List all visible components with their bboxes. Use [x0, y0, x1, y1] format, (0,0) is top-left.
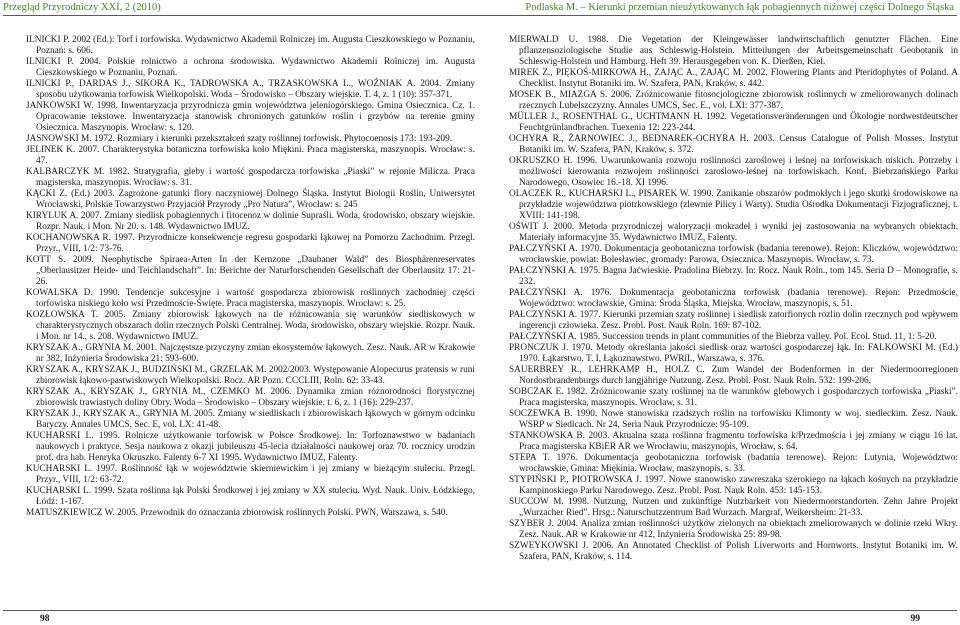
reference-entry: KRYSZAK A., KRYSZAK J., GRYNIA M., CZEMKO M. 2006. Dynamika zmian różnorodności florystycznej zbiorowisk trawiastych doliny Obry. Woda – Środowisko – Obszary wiejskie. t. 6, z. 1 (16): 229-237.	[26, 387, 475, 408]
reference-entry: SOCZEWKA B. 1990. Nowe stanowiska rzadszych roślin na torfowisku Klimonty w woj. siedleckim. Zesz. Nauk. WSRP w Siedlcach. Nr 24, Seria Nauk Przyrodnicze: 95-109.	[509, 409, 958, 430]
reference-entry: KUCHARSKI L. 1997. Roślinność łąk w województwie skierniewickim i jej zmiany w bieżącym stuleciu. Przegl. Przyr., VIII, 1/2: 63-72.	[26, 464, 475, 485]
reference-entry: KRYSZAK A., KRYSZAK J., BUDZIŃSKI M., GRZELAK M. 2002/2003. Występowanie Alopecurus pratensis w runi zbiorowisk łąkowo-pastwiskowych Wielkopolski. Rocz. AR Pozn. CCCLIII, Roln. 62: 33-43.	[26, 365, 475, 386]
reference-entry: OŚWIT J. 2000. Metoda przyrodniczej waloryzacji mokradeł i wyniki jej zastosowania na wybranych obiektach. Materiały informacyjne 35. Wydawnictwo IMUZ, Falenty.	[509, 222, 958, 243]
reference-entry: MATUSZKIEWICZ W. 2005. Przewodnik do oznaczania zbiorowisk roślinnych Polski. PWN, Warszawa, s. 540.	[26, 508, 448, 518]
reference-entry: ILNICKI P., DARDAS J., SIKORA K., TADROWSKA A., TRZASKOWSKA L., WOŹNIAK A. 2004. Zmiany sposobu użytkowania torfowisk Wielkopolski. Woda – Środowisko – Obszary wiejskie. T. 4, z. 1 (10): 357-371.	[26, 79, 475, 100]
reference-entry: KOCHANOWSKA R. 1997. Przyrodnicze konsekwencje regresu gospodarki łąkowej na Pomorzu Zachodnim. Przegl. Przyr., VIII, 1/2: 73-76.	[26, 233, 475, 254]
header-divider	[3, 15, 957, 16]
reference-entry: KĄCKI Z. (Ed.) 2003. Zagrożone gatunki flory naczyniowej Dolnego Śląska. Instytut Biologii Roślin, Uniwersytet Wrocławski, Polskie Towarzystwo Przyjaciół Przyrody „Pro Natura”, Wrocław: s. 245	[26, 189, 475, 210]
reference-entry: KIRYLUK A. 2007. Zmiany siedlisk pobagiennych i fitocenoz w dolinie Supraśli. Woda, środowisko, obszary wiejskie. Rozpr. Nauk. i Mon. Nr 20. s. 148. Wydawnictwo IMUZ.	[26, 211, 475, 232]
reference-entry: PAŁCZYŃSKI A. 1976. Dokumentacja geobotaniczna torfowisk (badania terenowe). Rejon: Przedmoście, Województwo: wrocławskie, Gmina: Środa Śląska, Miejska. Wrocław, maszynopis, s. 51.	[509, 288, 958, 309]
reference-entry: OLACZEK R., KUCHARSKI L., PISAREK W. 1990. Zanikanie obszarów podmokłych i jego skutki środowiskowe na przykładzie województwa piotrkowskiego (zlewnie Pilicy i Warty). Studia Ośrodka Dokumentacji Fizjograficznej, t. XVIII: 141-198.	[509, 189, 958, 221]
reference-entry: PAŁCZYŃSKI A. 1975. Bagna Jaćwieskie. Pradolina Biebrzy. In: Rocz. Nauk Roln., tom 145. Seria D – Monografie, s. 232.	[509, 266, 958, 287]
reference-entry: JASNOWSKI M. 1972. Rozmiary i kierunki przekształceń szaty roślinnej torfowisk. Phytocoenosis 173: 193-209.	[26, 134, 453, 144]
reference-entry: STEPA T. 1976. Dokumentacja geobotaniczna torfowisk (badania terenowe). Rejon: Lutynia, Województwo: wrocławskie, Gmina: Miękinia. Wrocław, maszynopis, s. 33.	[509, 453, 958, 474]
page-number-left: 98	[40, 614, 50, 624]
reference-entry: KOTT S. 2009. Neophytische Spiraea-Arten In der Kernzone „Daubaner Wald” des Biosphärenreservates „Oberlausitzer Heide- und Teichlandschaft”. In: Berichte der Naturforschenden Gesellschaft der Oberlausitz 17: 21-26.	[26, 255, 475, 287]
reference-entry: PAŁCZYŃSKI A. 1985. Succession trends in plant communities of the Biebrza valley. Pol. Ecol. Stud. 11, 1: 5-20.	[509, 332, 937, 342]
reference-entry: KRYSZAK A., GRYNIA M. 2001. Najczęstsze przyczyny zmian ekosystemów łąkowych. Zesz. Nauk. AR w Krakowie nr 382, Inżynieria Środowiska 21: 593-600.	[26, 343, 475, 364]
reference-entry: MOSEK B., MIAZGA S. 2006. Zróżnicowanie fitosocjologiczne zbiorowisk roślinnych w zmeliorowanych dolinach rzecznych Lubelszczyzny. Annales UMCS, Sec. E., vol. LXI: 377-387.	[509, 90, 958, 111]
reference-entry: SZYBER J. 2004. Analiza zmian roślinności użytków zielonych na obiektach zmeliorowanych w dolinie rzeki Wkry. Zesz. Nauk. AR w Krakowie nr 412, Inżynieria Środowiska 25: 89-98.	[509, 519, 958, 540]
reference-entry: JELINEK K. 2007. Charakterystyka botaniczna torfowiska koło Miękini. Praca magisterska, maszynopis. Wrocław: s. 47.	[26, 145, 475, 166]
reference-entry: MIREK Z., PIĘKOŚ-MIRKOWA H., ZAJĄC A., ZAJĄC M. 2002. Flowering Plants and Pteridophytes of Poland. A Checklist. Instytut Botaniki im. W. Szafera, PAN, Kraków, s. 442.	[509, 68, 958, 89]
reference-entry: ILNICKI P. 2002 (Ed.): Torf i torfowiska. Wydawnictwo Akademii Rolniczej im. Augusta Cieszkowskiego w Poznaniu, Poznań: s. 606.	[26, 35, 475, 56]
reference-entry: OCHYRA R., ŻARNOWIEC J., BEDNAREK-OCHYRA H. 2003. Census Catalogue of Polish Mosses. Instytut Botaniki im. W. Szafera, PAN, Kraków, s. 372.	[509, 134, 958, 155]
reference-entry: OKRUSZKO H. 1996. Uwarunkowania rozwoju roślinności zaroślowej i leśnej na torfowiskach niskich. Potrzeby i możliwości kierowania rozwojem roślinności zaroślowo-leśnej na torfowiskach. Konf. Biebrzańskiego Parku Narodowego, Osowiec 16.-18. XI 1996.	[509, 156, 958, 188]
reference-entry: STYPIŃSKI P., PIOTROWSKA J. 1997. Nowe stanowisko zawreszaka szerokiego na łąkach kośnych na przykładzie Kampinoskiego Parku Narodowego. Zesz. Probl. Post. Nauk Roln. 453: 145-153.	[509, 475, 958, 496]
reference-entry: KRYSZAK J., KRYSZAK A., GRYNIA M. 2005. Zmiany w siedliskach i zbiorowiskach łąkowych w górnym odcinku Baryczy. Annales UMCS, Sec. E, vol. LX: 41-48.	[26, 409, 475, 430]
reference-entry: KOWALSKA D. 1990. Tendencje sukcesyjne i wartość gospodarcza zbiorowisk roślinnych zachodniej części torfowiska niskiego koło wsi Przedmoście-Święte. Praca magisterska, maszynopis. Wrocław: s. 25.	[26, 288, 475, 309]
reference-entry: PAŁCZYŃSKI A. 1970. Dokumentacja geobotaniczna torfowisk (badania terenowe). Rejon: Kliczków, województwo: wrocławskie, powiat: Bolesławiec, gromady: Parowa, Osiecznica. Maszynopis. Wrocław, s. 73.	[509, 244, 958, 265]
reference-entry: SOBCZAK E. 1982. Zróżnicowanie szaty roślinnej na tle warunków glebowych i gospodarczych torfowiska „Piaski”. Praca magisterska, maszynopis. Wrocław, s. 31.	[509, 387, 958, 408]
footer-divider	[3, 610, 957, 611]
reference-entry: KALBARCZYK M. 1982. Stratygrafia, gleby i wartość gospodarcza torfowiska „Piaski” w rejonie Milicza. Praca magisterska, maszynopis. Wrocław: s. 31.	[26, 167, 475, 188]
reference-entry: KUCHARSKI L. 1999. Szata roślinna łąk Polski Środkowej i jej zmiany w XX stuleciu. Wyd. Nauk. Univ. Łódzkiego, Łódź: 1-167.	[26, 486, 475, 507]
running-header-left: Przegląd Przyrodniczy XXI, 2 (2010)	[3, 2, 161, 13]
reference-entry: PRONCZUK J. 1970. Metody określania jakości siedlisk oraz wartości gospodarczej łąk. In: FALKOWSKI M. (Ed.) 1970. Łąkarstwo. T. I, Łąkoznawstwo. PWRiL, Warszawa, s. 376.	[509, 343, 958, 364]
running-header-right: Podlaska M. – Kierunki przemian nieużytkowanych łąk pobagiennych niżowej części Dolnego Śląska	[525, 2, 954, 13]
reference-entry: SUCCOW M. 1998. Nutzung, Nutzen und zukünftige Nutzbarkeit von Niedermoorstandorten. Zehn Jahre Projekt „Wurzacher Ried”. Hrsg.: Naturschutzzentrum Bad Wurzach. Margraf, Weikersheim: 21-33.	[509, 497, 958, 518]
reference-entry: KOZŁOWSKA T. 2005. Zmiany zbiorowisk łąkowych na tle różnicowania się warunków siedliskowych w charakterystycznych obszarach dolin rzecznych Polski Centralnej. Woda, środowisko, obszary wiejskie. Rozpr. Nauk. i Mon. nr 14., s. 208. Wydawnictwo IMUZ.	[26, 310, 475, 342]
page-number-right: 99	[910, 614, 920, 624]
reference-entry: SZWEYKOWSKI J. 2006. An Annotated Checklist of Polish Liverworts and Hornworts. Instytut Botaniki im. W. Szafera, PAN, Kraków, s. 114.	[509, 541, 958, 562]
references-left-column	[26, 35, 475, 519]
reference-entry: STANKOWSKA B. 2003. Aktualna szata roślinna fragmentu torfowiska k/Przedmościa i jej zmiany w ciągu 16 lat. Praca magisterska KBiER AR we Wrocławiu, maszynopis, Wrocław, s. 64.	[509, 431, 958, 452]
reference-entry: SAUERBREY R., LEHRKAMP H., HOLZ C. Zum Wandel der Bodenformen in der Niedermoorregionen Nordostbrandenburgs durch langjährige Nutzung. Zesz. Probl. Post. Nauk Roln. 532: 199-206.	[509, 365, 958, 386]
reference-entry: KUCHARSKI L. 1995. Rolnicze użytkowanie torfowisk w Polsce Środkowej. In: Torfoznawstwo w badaniach naukowych i praktyce. Sesja naukowa z okazji jubileuszu 45-lecia działalności naukowej oraz 70. rocznicy urodzin prof. dra hab. Henryka Okruszko. Falenty 6-7 XI 1995. Wydawnictwo IMUZ, Falenty.	[26, 431, 475, 463]
reference-entry: JANKOWSKI W. 1998. Inwentaryzacja przyrodnicza gmin województwa jeleniogórskiego. Gmina Osiecznica. Cz. 1. Opracowanie tekstowe. Inwentaryzacja stanowisk chronionych gatunków roślin i grzybów na terenie gminy Osiecznica. Maszynopis. Wrocław: s. 120.	[26, 101, 475, 133]
references-right-column	[509, 35, 958, 563]
reference-entry: MIERWALD U. 1988. Die Vegetation der Kleingewässer landwirtschaftlich genutzter Flächen. Eine pflanzensoziologische Studie aus Schleswig-Holstein. Mitteilungen der Arbeitsgemeinschaft Geobotanik in Schleswig-Holstein und Hamburg. Heft 39. Herausgegeben von. K. Dierßen, Kiel.	[509, 35, 958, 67]
reference-entry: ILNICKI P. 2004. Polskie rolnictwo a ochrona środowiska. Wydawnictwo Akademii Rolniczej im. Augusta Cieszkowskiego w Poznaniu, Poznań.	[26, 57, 475, 78]
reference-entry: MÜLLER J., ROSENTHAL G., UCHTMANN H. 1992. Vegetationsveränderungen und Ökologie nordwestdeutscher Feuchtgrünlandbrachen. Tuexenia 12: 223-244.	[509, 112, 958, 133]
reference-entry: PAŁCZYŃSKI A. 1977. Kierunki przemian szaty roślinnej i siedlisk zatorfionych rozlin dolin rzecznych pod wpływem ingerencji człowieka. Zesz. Probl. Post. Nauk Roln. 169: 87-102.	[509, 310, 958, 331]
